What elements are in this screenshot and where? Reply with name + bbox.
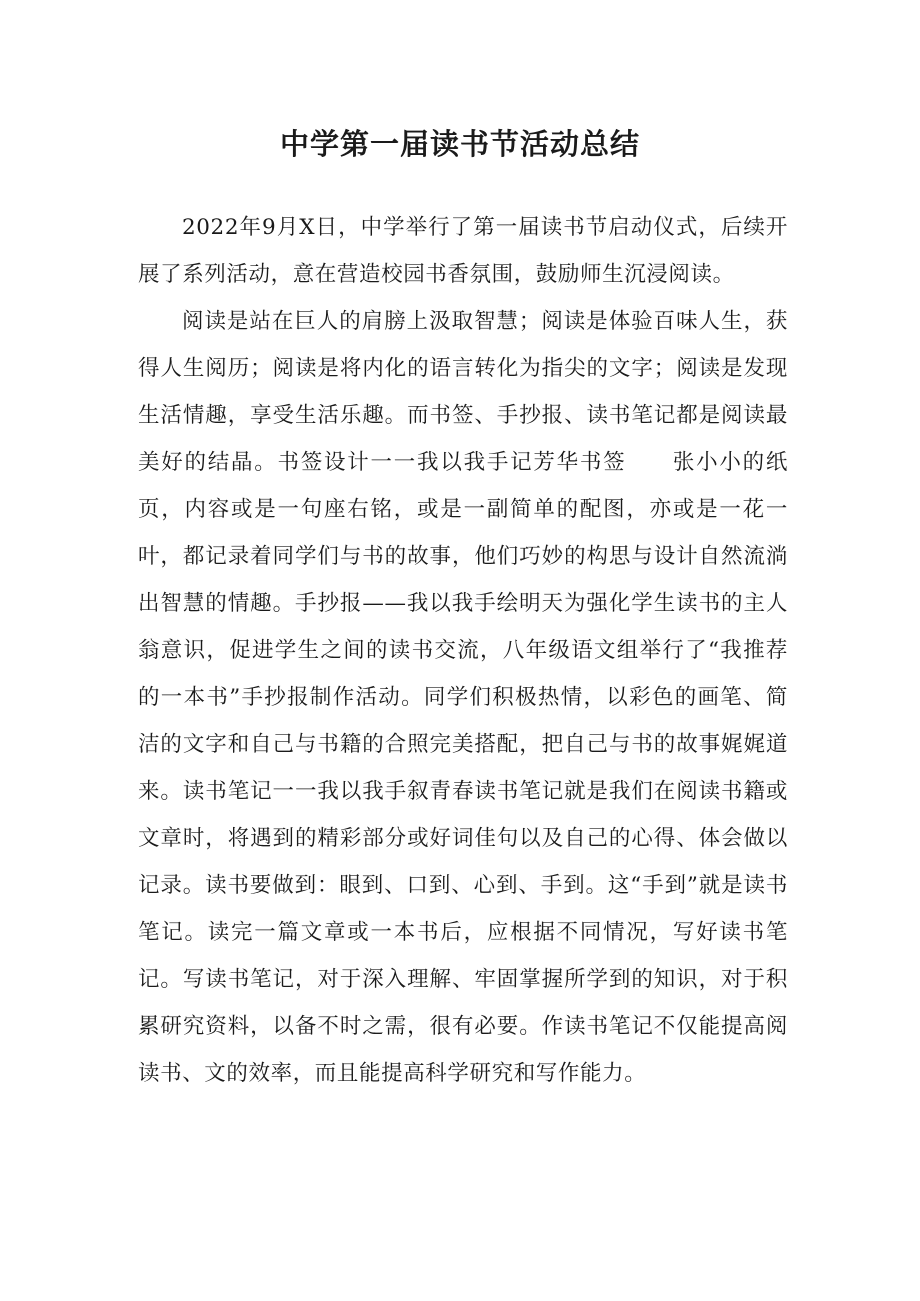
paragraph-intro: 2022年9月X日，中学举行了第一届读书节启动仪式，后续开展了系列活动，意在营造校园书香氛围，鼓励师生沉浸阅读。 [138,215,788,287]
document-title: 中学第一届读书节活动总结 [279,127,640,161]
paragraph-main: 阅读是站在巨人的肩膀上汲取智慧；阅读是体验百味人生，获得人生阅历；阅读是将内化的语言转化为指尖的文字；阅读是发现生活情趣，享受生活乐趣。而书签、手抄报、读书笔记都是阅读最美好的结晶。书签设计一一我以我手记芳华书签 张小小的纸页，内容或是一句座右铭，或是一副简单的配图，亦或是一花一叶，都记录着同学们与书的故事，他们巧妙的构思与设计自然流淌出智慧的情趣。手抄报——我以我手绘明天为强化学生读书的主人翁意识，促进学生之间的读书交流，八年级语文组举行了“我推荐的一本书”手抄报制作活动。同学们积极热情，以彩色的画笔、简洁的文字和自己与书籍的合照完美搭配，把自己与书的故事娓娓道来。读书笔记一一我以我手叙青春读书笔记就是我们在阅读书籍或文章时，将遇到的精彩部分或好词佳句以及自己的心得、体会做以记录。读书要做到：眼到、口到、心到、手到。这“手到”就是读书笔记。读完一篇文章或一本书后，应根据不同情况，写好读书笔记。写读书笔记，对于深入理解、牢固掌握所学到的知识，对于积累研究资料，以备不时之需，很有必要。作读书笔记不仅能提高阅读书、文的效率，而且能提高科学研究和写作能力。 [138,309,788,1086]
